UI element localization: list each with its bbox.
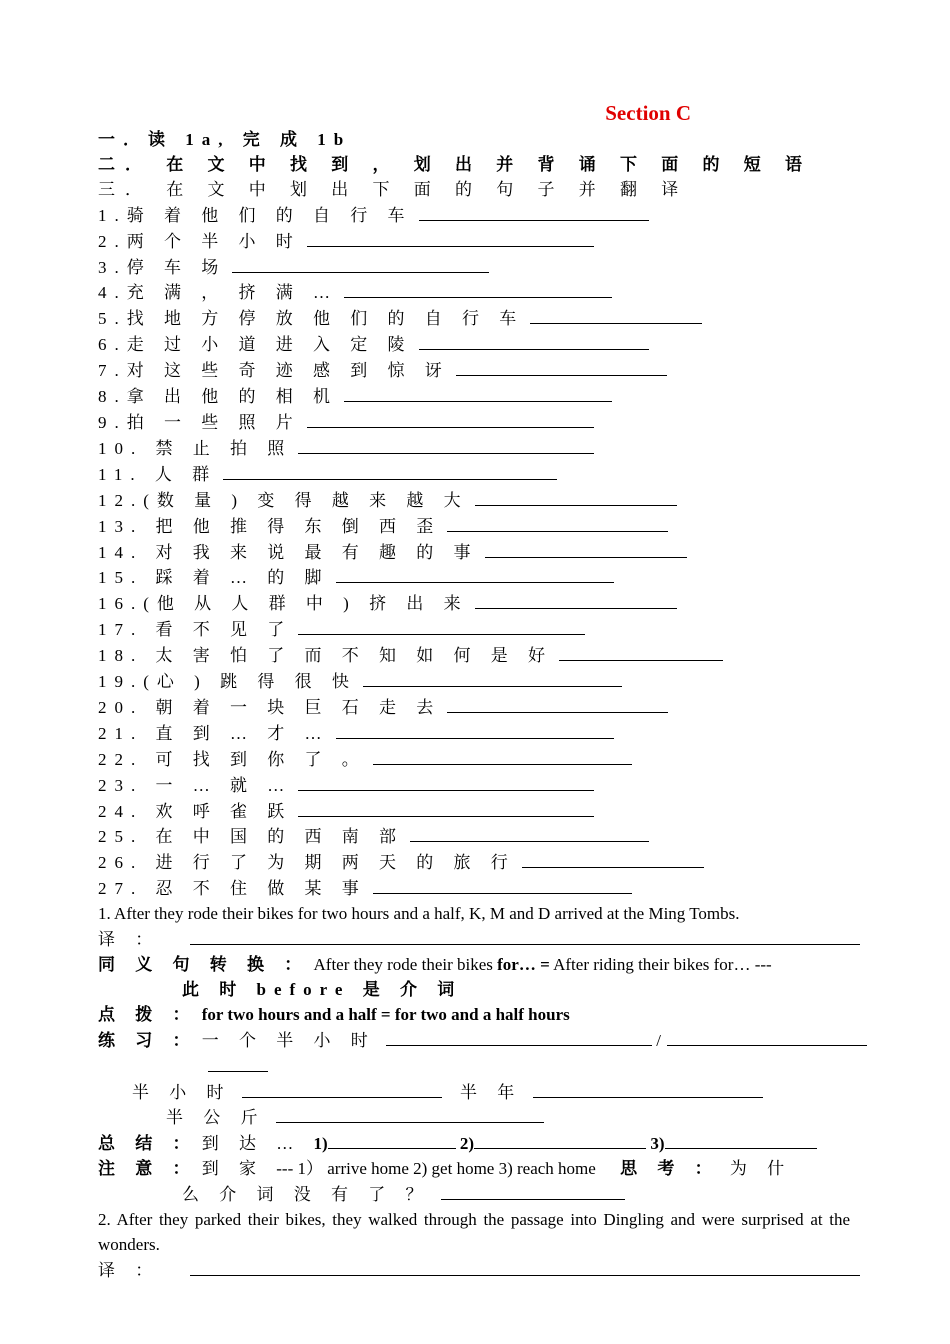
phrase-answer-blank[interactable] [410, 824, 649, 842]
phrase-text: 2.两 个 半 小 时 [98, 231, 301, 251]
practice-separator: / [656, 1030, 661, 1050]
phrase-row [98, 255, 852, 281]
phrase-text: 16.(他 从 人 群 中 ) 挤 出 来 [98, 594, 469, 614]
sentence-2: 2. After they parked their bikes, they walked through the passage into Dingling and were surprised at the wonders. [98, 1210, 850, 1254]
practice-row [98, 1028, 852, 1054]
translate-blank[interactable] [190, 927, 860, 945]
transform-note: 此 时 before 是 介 词 [182, 979, 463, 999]
think-text-a: 为 什 [729, 1159, 793, 1179]
phrase-answer-blank[interactable] [307, 410, 594, 428]
transform-label: 同 义 句 转 换 ： [98, 955, 310, 974]
summary-2: 2) [459, 1134, 475, 1154]
note-label: 注 意 ： [98, 1159, 198, 1179]
summary-label: 总 结 ： [98, 1134, 198, 1154]
translate-row-1 [98, 927, 852, 953]
phrase-row [98, 280, 852, 306]
phrase-row [98, 565, 852, 591]
phrase-text: 1.骑 着 他 们 的 自 行 车 [98, 205, 413, 225]
translate-label: 译 ： [98, 930, 161, 950]
transform-text-a: After they rode their bikes [313, 955, 498, 974]
phrase-text: 12.(数 量 ) 变 得 越 来 越 大 [98, 490, 469, 510]
tip-row [98, 1003, 852, 1028]
phrase-answer-blank[interactable] [344, 384, 612, 402]
half-year-label: 半 年 [460, 1082, 523, 1102]
phrase-text: 23. 一 … 就 … [98, 775, 293, 795]
phrase-row [98, 876, 852, 902]
practice-label: 练 习 ： [98, 1030, 198, 1050]
phrase-row [98, 306, 852, 332]
phrase-answer-blank[interactable] [298, 617, 585, 635]
transform-text-b: After riding their bikes for… --- [549, 955, 772, 974]
instruction-2: 二． 在 文 中 找 到 ， 划 出 并 背 诵 下 面 的 短 语 [98, 154, 812, 174]
worksheet-page [98, 98, 852, 1284]
note-options: --- 1） arrive home 2) get home 3) reach home [276, 1159, 596, 1179]
translate-blank-2[interactable] [190, 1258, 860, 1276]
phrase-text: 27. 忍 不 住 做 某 事 [98, 879, 367, 899]
phrase-row [98, 824, 852, 850]
phrase-text: 26. 进 行 了 为 期 两 天 的 旅 行 [98, 853, 516, 873]
phrase-answer-blank[interactable] [336, 565, 614, 583]
phrase-row [98, 643, 852, 669]
phrase-text: 22. 可 找 到 你 了 。 [98, 749, 367, 769]
phrase-answer-blank[interactable] [223, 462, 557, 480]
phrase-row [98, 488, 852, 514]
phrase-row [98, 358, 852, 384]
phrase-text: 25. 在 中 国 的 西 南 部 [98, 827, 404, 847]
phrase-answer-blank[interactable] [419, 203, 649, 221]
phrase-text: 14. 对 我 来 说 最 有 趣 的 事 [98, 542, 479, 562]
note-text: 到 家 [201, 1159, 264, 1179]
phrase-text: 4.充 满 ， 挤 满 … [98, 283, 338, 303]
phrase-text: 6.走 过 小 道 进 入 定 陵 [98, 335, 413, 355]
phrase-answer-blank[interactable] [307, 229, 594, 247]
half-kilo-label: 半 公 斤 [166, 1108, 266, 1128]
half-kilo-blank[interactable] [276, 1105, 544, 1123]
phrase-row [98, 773, 852, 799]
phrase-answer-blank[interactable] [522, 850, 704, 868]
phrase-answer-blank[interactable] [456, 358, 667, 376]
phrase-row [98, 695, 852, 721]
practice-blank-3[interactable] [208, 1054, 268, 1072]
phrase-row [98, 229, 852, 255]
phrase-answer-blank[interactable] [485, 540, 687, 558]
phrase-row [98, 514, 852, 540]
phrase-text: 5.找 地 方 停 放 他 们 的 自 行 车 [98, 309, 525, 329]
phrase-answer-blank[interactable] [336, 721, 614, 739]
phrase-answer-blank[interactable] [530, 306, 702, 324]
summary-1: 1) [313, 1134, 328, 1154]
think-label: 思 考 ： [620, 1159, 720, 1179]
phrase-row [98, 540, 852, 566]
half-kilo-row [98, 1105, 852, 1131]
phrase-answer-blank[interactable] [559, 643, 723, 661]
phrase-text: 21. 直 到 … 才 … [98, 723, 330, 743]
phrase-text: 18. 太 害 怕 了 而 不 知 如 何 是 好 [98, 646, 553, 666]
practice-blank-2[interactable] [667, 1028, 867, 1046]
phrase-answer-blank[interactable] [232, 255, 489, 273]
phrase-text: 24. 欢 呼 雀 跃 [98, 801, 293, 821]
think-row [98, 1182, 852, 1208]
practice-blank-1[interactable] [386, 1028, 652, 1046]
instruction-1: 一．读 1a, 完 成 1b [98, 130, 352, 149]
half-hour-blank[interactable] [242, 1080, 442, 1098]
phrase-row [98, 203, 852, 229]
practice-text: 一 个 半 小 时 [201, 1030, 376, 1050]
summary-blank-2[interactable] [474, 1131, 646, 1149]
phrase-row [98, 410, 852, 436]
phrase-answer-blank[interactable] [298, 799, 594, 817]
phrase-answer-blank[interactable] [298, 436, 594, 454]
phrase-answer-blank[interactable] [298, 773, 594, 791]
think-text-b: 么 介 词 没 有 了 ？ [182, 1185, 431, 1205]
practice-continue [98, 1054, 852, 1080]
phrase-row [98, 436, 852, 462]
summary-text: 到 达 … [201, 1134, 302, 1154]
phrase-row [98, 617, 852, 643]
phrase-text: 10. 禁 止 拍 照 [98, 438, 293, 458]
phrase-text: 19.(心 ) 跳 得 很 快 [98, 672, 357, 692]
phrase-text: 11. 人 群 [98, 464, 218, 484]
summary-3: 3) [650, 1134, 665, 1154]
tip-label: 点 拨 ： [98, 1004, 198, 1024]
half-hour-label: 半 小 时 [132, 1082, 232, 1102]
tip-text: for two hours and a half = for two and a half hours [201, 1004, 570, 1024]
phrase-text: 7.对 这 些 奇 迹 感 到 惊 讶 [98, 361, 450, 381]
phrase-text: 9.拍 一 些 照 片 [98, 412, 301, 432]
summary-blank-3[interactable] [665, 1131, 817, 1149]
note-row [98, 1157, 852, 1182]
summary-row [98, 1131, 852, 1157]
phrase-row [98, 850, 852, 876]
phrase-row [98, 462, 852, 488]
sentence-1: 1. After they rode their bikes for two hours and a half, K, M and D arrived at the Ming Tombs. [98, 904, 740, 924]
phrase-text: 20. 朝 着 一 块 巨 石 走 去 [98, 697, 442, 717]
phrase-text: 17. 看 不 见 了 [98, 620, 293, 640]
phrase-row [98, 747, 852, 773]
translate-row-2 [98, 1258, 852, 1284]
phrase-row [98, 591, 852, 617]
phrase-answer-blank[interactable] [447, 695, 668, 713]
half-year-blank[interactable] [533, 1080, 763, 1098]
transform-row [98, 953, 852, 978]
phrase-answer-blank[interactable] [475, 591, 677, 609]
phrase-text: 3.停 车 场 [98, 257, 227, 277]
phrase-answer-blank[interactable] [447, 514, 668, 532]
phrase-row [98, 721, 852, 747]
section-title: Section C [605, 101, 691, 125]
transform-text-bold: for… = [497, 955, 550, 974]
phrase-row [98, 332, 852, 358]
half-row [98, 1080, 852, 1106]
phrase-answer-blank[interactable] [475, 488, 677, 506]
phrase-text: 8.拿 出 他 的 相 机 [98, 387, 338, 407]
summary-blank-1[interactable] [328, 1131, 456, 1149]
phrase-answer-blank[interactable] [373, 747, 632, 765]
translate-label-2: 译 ： [98, 1260, 161, 1280]
instruction-3: 三． 在 文 中 划 出 下 面 的 句 子 并 翻 译 [98, 179, 689, 199]
think-blank[interactable] [441, 1182, 625, 1200]
phrase-text: 15. 踩 着 … 的 脚 [98, 568, 330, 588]
phrase-row [98, 384, 852, 410]
phrase-list [98, 203, 852, 902]
phrase-row [98, 799, 852, 825]
phrase-answer-blank[interactable] [344, 280, 612, 298]
phrase-row [98, 669, 852, 695]
phrase-answer-blank[interactable] [363, 669, 622, 687]
phrase-text: 13. 把 他 推 得 东 倒 西 歪 [98, 516, 442, 536]
phrase-answer-blank[interactable] [419, 332, 649, 350]
phrase-answer-blank[interactable] [373, 876, 632, 894]
